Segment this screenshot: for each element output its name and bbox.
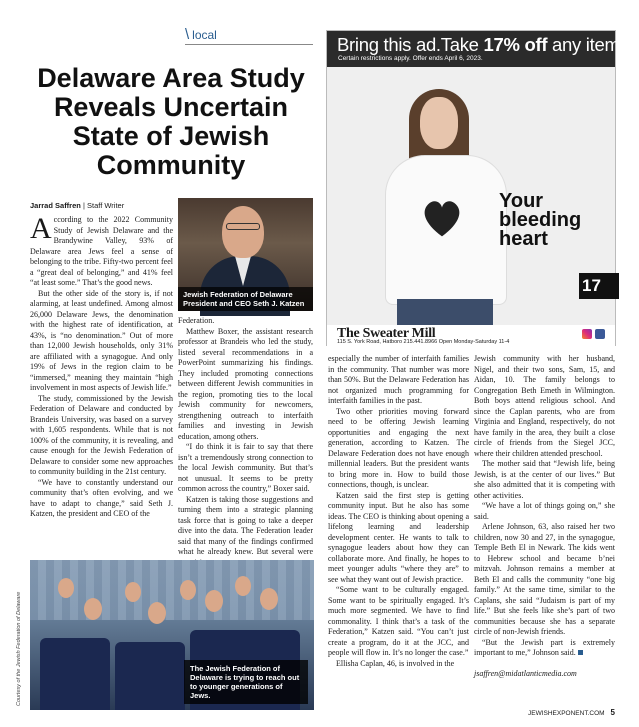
article-column-4 <box>474 354 615 709</box>
photo-person <box>125 582 141 602</box>
ad-social-icons <box>582 329 605 339</box>
photo-figure-glasses <box>226 223 260 230</box>
page-footer <box>528 708 615 717</box>
paragraph: “I do think it is fair to say that there isn’t a tremendously strong connection to the local Jewish community. But that’s not unusual. It seems to be pretty common across the country,” Boxer said. <box>178 442 313 493</box>
photo-person <box>58 578 74 598</box>
page-number: 5 <box>610 708 615 717</box>
paragraph: “We have to constantly understand our community that’s often evolving, and we have to adapt to change,” said Seth J. Katzen, the president and CEO of the <box>30 477 173 518</box>
paragraph: “We have a lot of things going on,” she said. <box>474 501 615 521</box>
heart-icon <box>419 195 465 241</box>
paragraph: Ellisha Caplan, 46, is involved in the <box>336 658 455 668</box>
paragraph: Arlene Johnson, 63, also raised her two children, now 30 and 27, in the synagogue, Temple Beth El in Newark. The kids went to Hebrew school and became b’nei mitzvah. Johnson remains a member at Beth El and calls the community “one big family.” At the same time, similar to the Caplans, she said “Judaism is part of my life.” But she feels like she’s part of two communities because she has a separate circle of non-Jewish friends. <box>474 522 615 636</box>
byline-role: Staff Writer <box>86 201 125 210</box>
section-slash: \ <box>185 26 190 43</box>
photo-credit: Courtesy of the Jewish Federation of Delaware <box>16 591 22 706</box>
paragraph: “But the Jewish part is extremely important to me,” Johnson said. <box>474 637 615 657</box>
photo-caption: The Jewish Federation of Delaware is trying to reach out to younger generations of Jews. <box>184 660 308 704</box>
instagram-icon[interactable] <box>582 329 592 339</box>
photo-caption: Jewish Federation of Delaware President and CEO Seth J. Katzen <box>178 287 313 311</box>
model-jeans <box>397 299 493 325</box>
section-label: local <box>192 28 217 42</box>
facebook-icon[interactable] <box>595 329 605 339</box>
drop-cap: A <box>30 212 52 245</box>
paragraph: Matthew Boxer, the assistant research professor at Brandeis who led the study, listed several recommendations in a PowerPoint summarizing his findings. They included promoting connections between different Jewish communities in the region, promoting ties to the local Jewish community for newcomers, strengthening outreach to interfaith families and investing in Jewish education, among others. <box>178 326 313 441</box>
ad-footer <box>327 325 615 347</box>
headline: Delaware Area Study Reveals Uncertain State of Jewish Community <box>37 63 305 180</box>
footer-site[interactable]: JEWISHEXPONENT.COM <box>527 710 605 717</box>
paragraph: Jewish community with her husband, Nigel, and their two sons, Sam, 15, and Aidan, 10. The family belongs to Congregation Beth Emeth in Wilmington. Both boys attend religious school. And since the Caplan parents, who are from Virginia and England, respectively, do not have family in the area, they built a close circle of friends from the Siegel JCC, where their children attended preschool. <box>474 354 615 458</box>
photo-young-jews-group <box>30 560 314 710</box>
ad-headline: Bring this ad.Take 17% off any item. <box>337 34 625 55</box>
ad-fine-print: Certain restrictions apply. Offer ends April 6, 2023. <box>338 55 483 62</box>
photo-person <box>180 580 196 600</box>
photo-shirt <box>115 642 185 710</box>
article-column-1 <box>30 212 173 556</box>
photo-figure-face <box>222 206 264 258</box>
paragraph: “Some want to be culturally engaged. Some want to be spiritually engaged. It’s much more segmented. We have to find commonality. I think that’s a task of the Federation,” Katzen said. “You can’t just create a program, do it at the JCC, and people will flow in. It’s no longer the case.” <box>328 585 469 657</box>
photo-shirt <box>40 638 110 710</box>
ad-address: 115 S. York Road, Hatboro 215.441.8966 Open Monday-Saturday 11-4 <box>337 339 510 345</box>
photo-person <box>235 576 251 596</box>
model-face <box>420 97 458 149</box>
byline-author: Jarrad Saffren <box>30 201 81 210</box>
photo-person <box>260 588 278 610</box>
photo-person <box>84 598 102 620</box>
end-mark-icon <box>578 650 583 655</box>
paragraph: Federation. <box>178 316 215 325</box>
paragraph: The study, commissioned by the Jewish Federation of Delaware and conducted by Brandeis University, was based on a survey with 1,605 respondents. While that is not 100% of the community, it is revealing, and cause enough for the Jewish Federation of Delaware to consider some new approaches to community building in the 21st century. <box>30 393 173 476</box>
ad-brand: The Sweater Mill <box>337 326 436 341</box>
photo-person <box>205 590 223 612</box>
paragraph: Two other priorities moving forward need to be offering Jewish learning opportunities and engaging the next generation, according to Katzen. The Delaware Federation does not have enough millennial leaders. But the president wants to bring more in. How to build those connections, though, is unclear. <box>328 406 469 489</box>
paragraph: According to the 2022 Community Study of Jewish Delaware and the Brandywine Valley, 93% of Delaware area Jews feel a sense of belonging to the tribe. Fifty-two percent feel a “great deal of belonging,” and 41% feel “at least some.” That’s the good news. <box>30 212 173 287</box>
photo-person <box>148 602 166 624</box>
byline: Jarrad Saffren | Staff Writer <box>30 201 125 210</box>
article-column-3 <box>328 354 469 709</box>
ad-model-photo <box>327 67 615 325</box>
ad-price-tag: 17 <box>579 273 619 299</box>
paragraph: Katzen is taking those suggestions and turning them into a strategic planning task force that is going to take a deeper dive into the data. The Federation leader said that many of the findings confirmed what he already knew. But several were <box>178 494 313 556</box>
author-email[interactable]: jsaffren@midatlanticmedia.com <box>474 668 577 678</box>
article-column-2 <box>178 316 313 556</box>
paragraph: The mother said that “Jewish life, being Jewish, is at the center of our lives.” But she also admitted that it is competing with other activities. <box>474 459 615 500</box>
ad-slogan: Your bleeding heart <box>499 190 582 250</box>
photo-seth-katzen <box>178 198 313 311</box>
section-tag <box>185 26 217 43</box>
advertisement-sweater-mill[interactable] <box>326 30 625 346</box>
section-rule <box>185 44 313 45</box>
ad-banner <box>327 31 625 67</box>
paragraph: especially the number of interfaith families in the community. That number was more than 50%. But the Delaware Federation has not organized much programming for interfaith families in the past. <box>328 354 469 405</box>
paragraph: But the other side of the story is, if not alarming, at least undefined. Among almost 26,000 Delaware Jews, the denomination with the highest rate of identification, at 43%, is “no denomination.” Out of more than 12,000 Jewish households, only 31% are affiliated with a synagogue. And only 19% of Jews in the region claim to be “immersed,” meaning they maintain “high involvement in most aspects of Jewish life.” <box>30 288 173 392</box>
paragraph: Katzen said the first step is getting community input. But he also has some ideas. The CEO is thinking about opening a lifelong learning and leadership development center. He wants to talk to synagogue leaders about how they can collaborate more. And finally, he hopes to meet younger adults “where they are” to see what they want out of Jewish practice. <box>328 490 469 584</box>
